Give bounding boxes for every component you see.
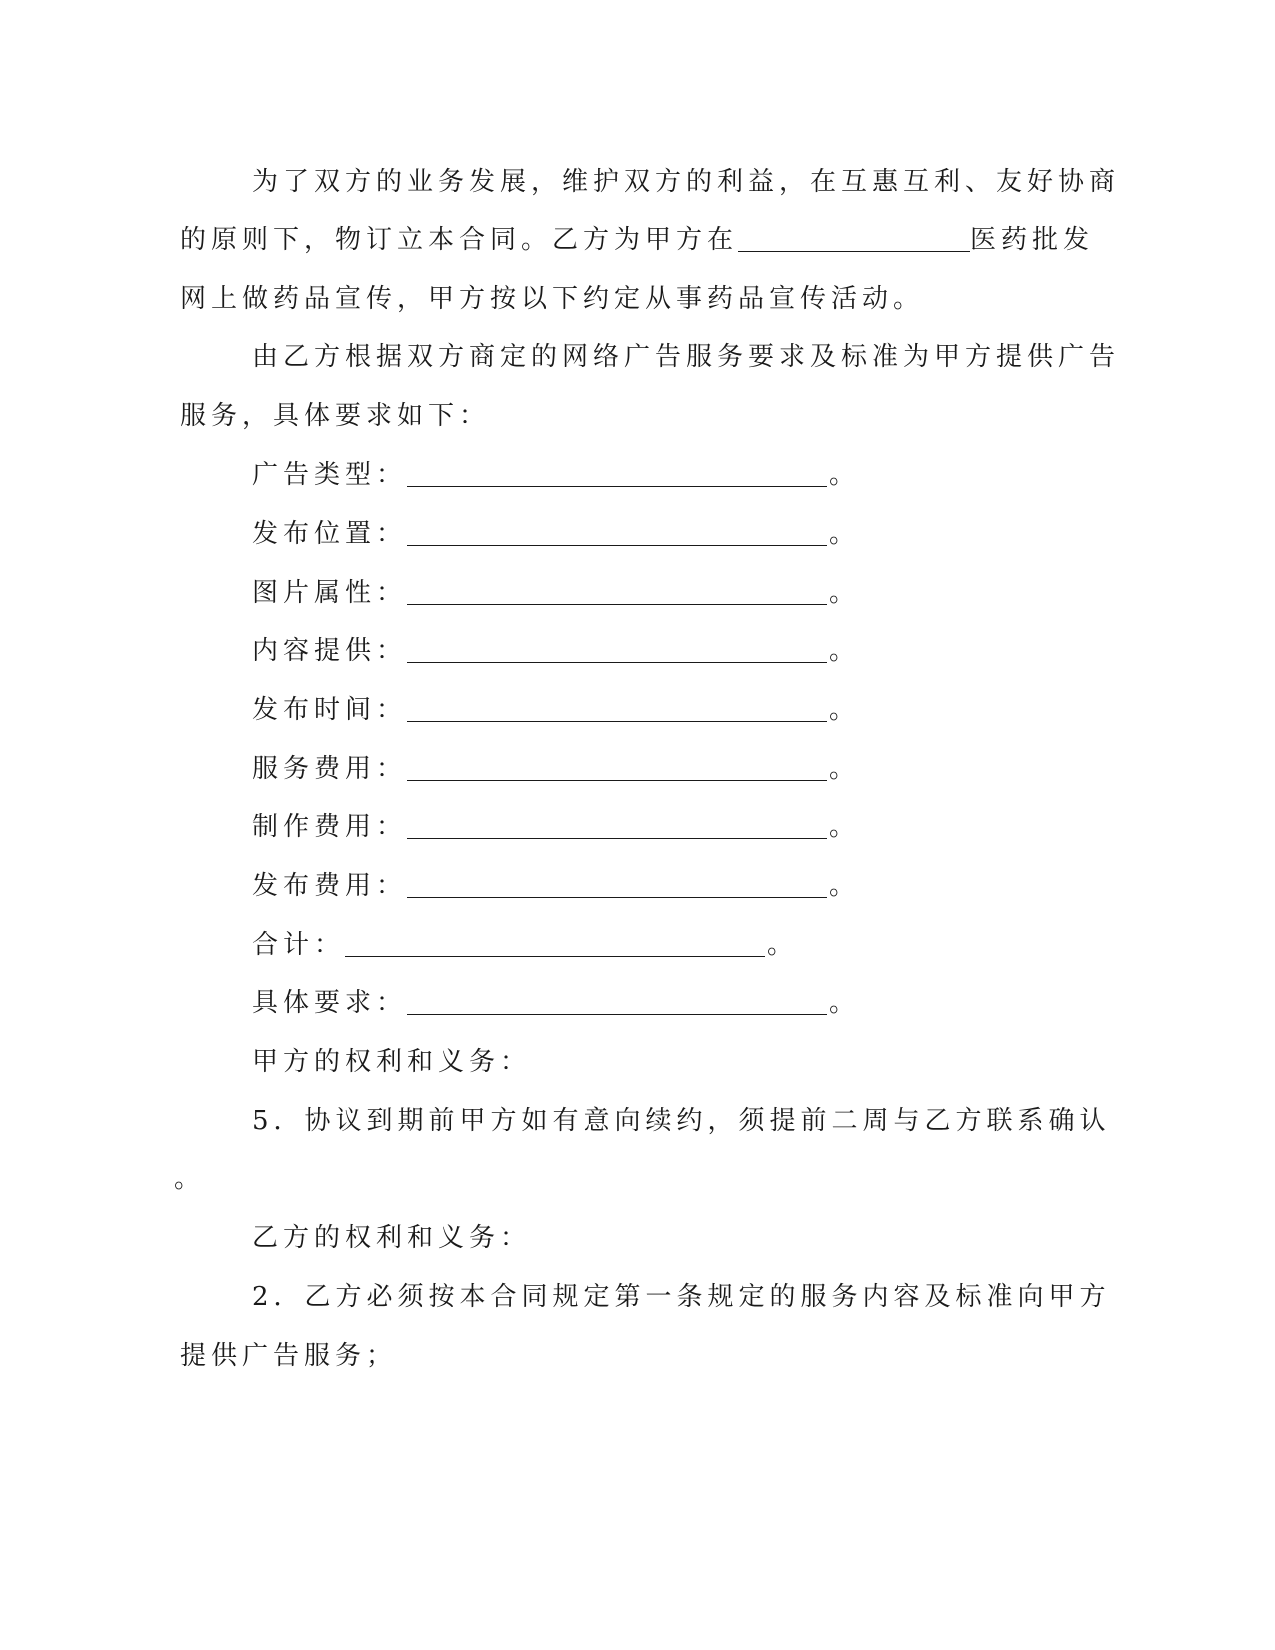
field-blank[interactable] (407, 519, 827, 546)
paragraph-1-line-2-suffix: 医药批发 (970, 225, 1095, 255)
field-blank[interactable] (407, 636, 827, 663)
field-service-fee (252, 753, 855, 785)
field-label: 发布费用： (252, 871, 408, 901)
party-b-heading: 乙方的权利和义务： (252, 1223, 532, 1253)
field-label: 具体要求： (252, 988, 408, 1018)
paragraph-1-line-3: 网上做药品宣传，甲方按以下约定从事药品宣传活动。 (180, 284, 925, 314)
party-b-item-2-line-2: 提供广告服务； (180, 1341, 398, 1371)
field-label: 合计： (252, 930, 346, 960)
field-label: 发布位置： (252, 519, 408, 549)
field-ad-type (252, 459, 855, 491)
field-label: 内容提供： (252, 636, 408, 666)
field-end: 。 (829, 460, 856, 490)
field-publish-position (252, 518, 855, 550)
field-blank[interactable] (407, 988, 827, 1015)
field-specific-requirements (252, 987, 855, 1019)
field-end: 。 (767, 930, 794, 960)
party-a-item-5-line-1: 5．协议到期前甲方如有意向续约，须提前二周与乙方联系确认 (252, 1106, 1111, 1136)
field-end: 。 (829, 578, 856, 608)
field-label: 图片属性： (252, 578, 408, 608)
field-publish-time (252, 694, 855, 726)
party-b-item-2-line-1: 2．乙方必须按本合同规定第一条规定的服务内容及标准向甲方 (252, 1282, 1111, 1312)
paragraph-1-line-2-text: 的原则下，物订立本合同。乙方为甲方在 (180, 225, 739, 255)
paragraph-1-line-2 (180, 224, 1094, 256)
field-end: 。 (829, 695, 856, 725)
website-name-blank[interactable] (738, 225, 970, 252)
field-label: 发布时间： (252, 695, 408, 725)
field-publish-fee (252, 870, 855, 902)
paragraph-2-line-2: 服务，具体要求如下： (180, 401, 491, 431)
field-blank[interactable] (407, 812, 827, 839)
paragraph-2-line-1: 由乙方根据双方商定的网络广告服务要求及标准为甲方提供广告 (252, 342, 1121, 372)
field-blank[interactable] (407, 578, 827, 605)
field-end: 。 (829, 871, 856, 901)
field-blank[interactable] (407, 871, 827, 898)
field-total (252, 929, 793, 961)
paragraph-1-line-1: 为了双方的业务发展，维护双方的利益，在互惠互利、友好协商 (252, 167, 1121, 197)
field-production-fee (252, 811, 855, 843)
field-end: 。 (829, 988, 856, 1018)
party-a-heading: 甲方的权利和义务： (252, 1047, 532, 1077)
field-label: 服务费用： (252, 754, 408, 784)
field-label: 广告类型： (252, 460, 408, 490)
field-image-attributes (252, 577, 855, 609)
field-end: 。 (829, 519, 856, 549)
field-content-provider (252, 635, 855, 667)
party-a-item-5-line-2: 。 (174, 1164, 206, 1194)
field-end: 。 (829, 812, 856, 842)
field-blank[interactable] (345, 930, 765, 957)
field-blank[interactable] (407, 695, 827, 722)
field-end: 。 (829, 636, 856, 666)
field-label: 制作费用： (252, 812, 408, 842)
field-end: 。 (829, 754, 856, 784)
field-blank[interactable] (407, 754, 827, 781)
field-blank[interactable] (407, 460, 827, 487)
